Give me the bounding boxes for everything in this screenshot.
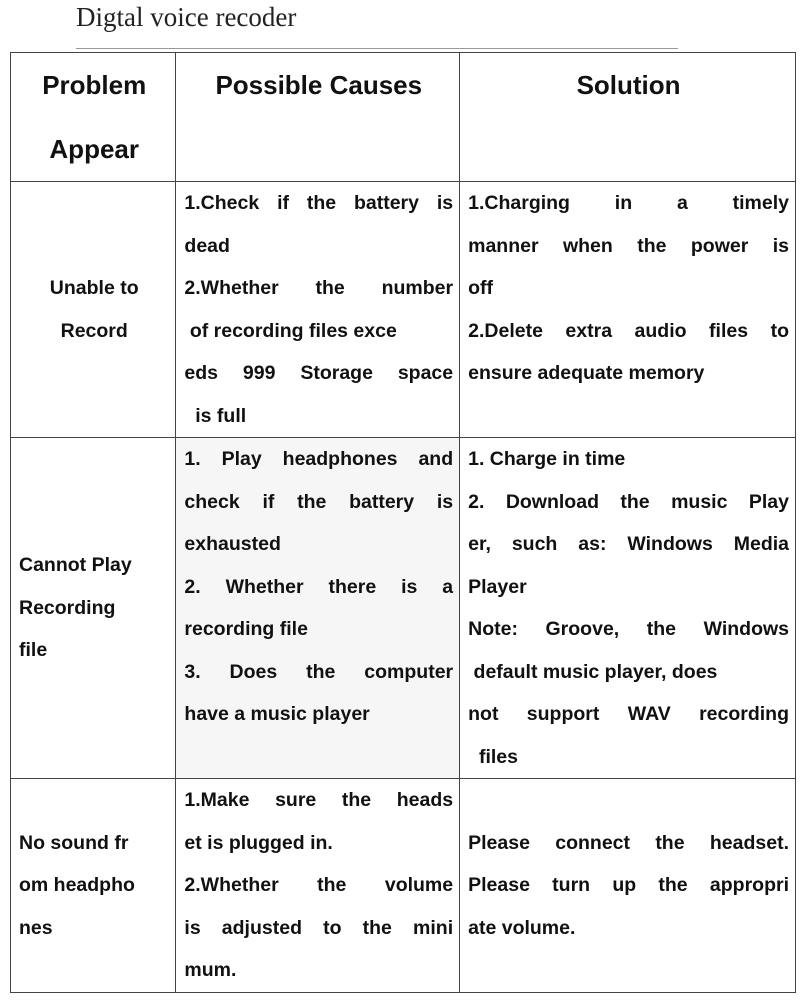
problem-cell	[11, 438, 176, 779]
causes-line: dead	[184, 234, 230, 257]
solution-line: 2.Delete extra audio files to	[468, 319, 789, 342]
causes-line: is adjusted to the mini	[184, 916, 454, 939]
solution-line: files	[468, 745, 518, 768]
solution-line: Note: Groove, the Windows	[468, 618, 789, 640]
solution-line: 1.Charging in a timely	[468, 192, 789, 214]
problem-line: Recording	[19, 596, 116, 619]
header-causes	[176, 53, 460, 182]
solution-line: 1. Charge in time	[468, 448, 626, 470]
document-title: Digtal voice recoder	[76, 2, 297, 32]
causes-line: recording file	[184, 618, 308, 640]
header-row	[11, 53, 796, 182]
causes-line: exhausted	[184, 533, 281, 555]
problem-line: Record	[60, 319, 128, 342]
causes-line: check if the battery is	[184, 490, 454, 513]
causes-line: 2.Whether the volume	[184, 874, 454, 896]
solution-line: Please turn up the appropri	[468, 874, 789, 896]
causes-cell	[176, 438, 460, 779]
solution-line: 2. Download the music Play	[468, 490, 789, 513]
table-row	[11, 182, 796, 438]
problem-line: nes	[19, 916, 53, 939]
causes-line: eds 999 Storage space	[184, 362, 454, 384]
causes-line: have a music player	[184, 703, 370, 725]
solution-cell	[460, 779, 796, 993]
problem-line: Cannot Play	[19, 554, 132, 577]
problem-line: No sound fr	[19, 831, 129, 854]
troubleshooting-table	[10, 52, 796, 993]
causes-line: 3. Does the computer	[184, 660, 454, 683]
header-text: Solution	[576, 70, 681, 100]
causes-cell	[176, 779, 460, 993]
header-text: Appear	[49, 134, 139, 164]
solution-line: ate volume.	[468, 916, 576, 939]
table-row	[11, 438, 796, 779]
solution-line: Please connect the headset.	[468, 831, 789, 854]
causes-line: of recording files exce	[184, 319, 397, 342]
solution-line: ensure adequate memory	[468, 362, 705, 384]
solution-line	[468, 779, 789, 822]
solution-line: not support WAV recording	[468, 703, 789, 725]
solution-line: er, such as: Windows Media	[468, 533, 789, 555]
header-solution	[460, 53, 796, 182]
solution-line: default music player, does	[468, 660, 718, 683]
solution-line: Player	[468, 575, 527, 598]
solution-cell	[460, 182, 796, 438]
causes-cell	[176, 182, 460, 438]
causes-line: et is plugged in.	[184, 831, 333, 854]
solution-cell	[460, 438, 796, 779]
causes-line: mum.	[184, 959, 237, 981]
causes-line: is full	[184, 404, 247, 427]
problem-cell	[11, 779, 176, 993]
header-text: Problem	[42, 70, 147, 100]
problem-line: file	[19, 639, 48, 662]
causes-line: 1. Play headphones and	[184, 448, 454, 470]
title-underline	[76, 48, 678, 49]
causes-line: 1.Check if the battery is	[184, 192, 454, 214]
problem-cell	[11, 182, 176, 438]
problem-line: Unable to	[49, 277, 139, 299]
problem-line: om headpho	[19, 874, 135, 896]
causes-line: 1.Make sure the heads	[184, 789, 454, 811]
causes-line: 2.Whether the number	[184, 277, 454, 299]
solution-line: off	[468, 277, 494, 299]
header-problem	[11, 53, 176, 182]
causes-line: 2. Whether there is a	[184, 575, 454, 598]
solution-line: manner when the power is	[468, 234, 789, 257]
header-text: Possible Causes	[215, 70, 423, 100]
table-row	[11, 779, 796, 993]
